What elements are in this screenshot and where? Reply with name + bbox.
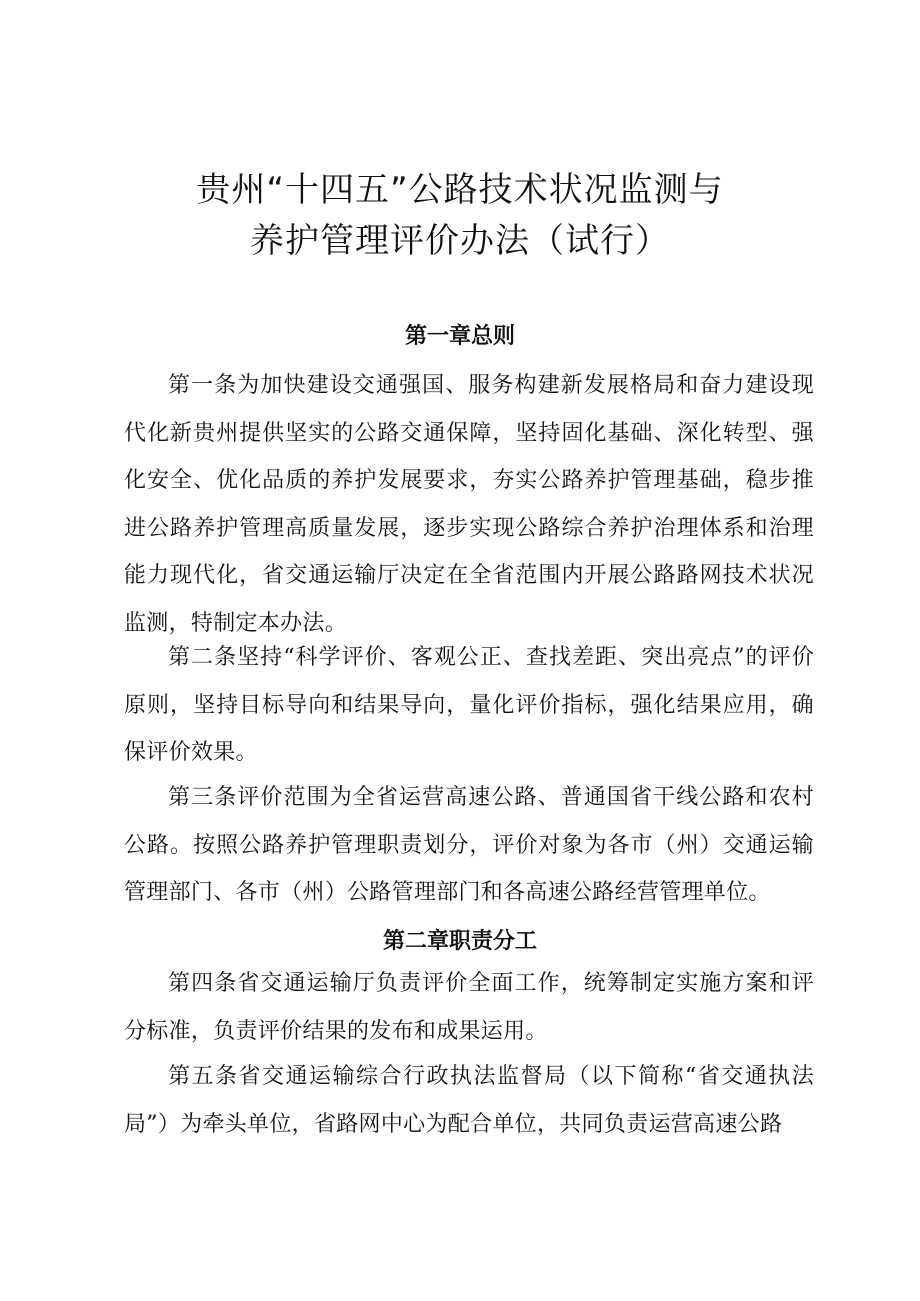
article-5: 第五条省交通运输综合行政执法监督局（以下简称“省交通执法局”）为牵头单位，省路网中心为配合单位，共同负责运营高速公路 [124,1064,814,1137]
article-1: 第一条为加快建设交通强国、服务构建新发展格局和奋力建设现代化新贵州提供坚实的公路交通保障，坚持固化基础、深化转型、强化安全、优化品质的养护发展要求，夯实公路养护管理基础，稳步推进公路养护管理高质量发展，逐步实现公路综合养护治理体系和治理能力现代化，省交通运输厅决定在全省范围内开展公路路网技术状况监测，特制定本办法。 [124,373,814,636]
chapter-heading-1: 第一章总则 [404,323,515,349]
article-4: 第四条省交通运输厅负责评价全面工作，统筹制定实施方案和评分标准，负责评价结果的发布和成果运用。 [124,971,814,1044]
article-2: 第二条坚持“科学评价、客观公正、查找差距、突出亮点”的评价原则，坚持目标导向和结果导向，量化评价指标，强化结果应用，确保评价效果。 [124,645,814,765]
chapter-heading-2: 第二章职责分工 [382,928,537,954]
document-title-line-2: 养护管理评价办法（试行） [250,221,670,261]
article-3: 第三条评价范围为全省运营高速公路、普通国省干线公路和农村公路。按照公路养护管理职责划分，评价对象为各市（州）交通运输管理部门、各市（州）公路管理部门和各高速公路经营管理单位。 [124,785,814,905]
document-title-line-1: 贵州“十四五”公路技术状况监测与 [196,170,724,210]
